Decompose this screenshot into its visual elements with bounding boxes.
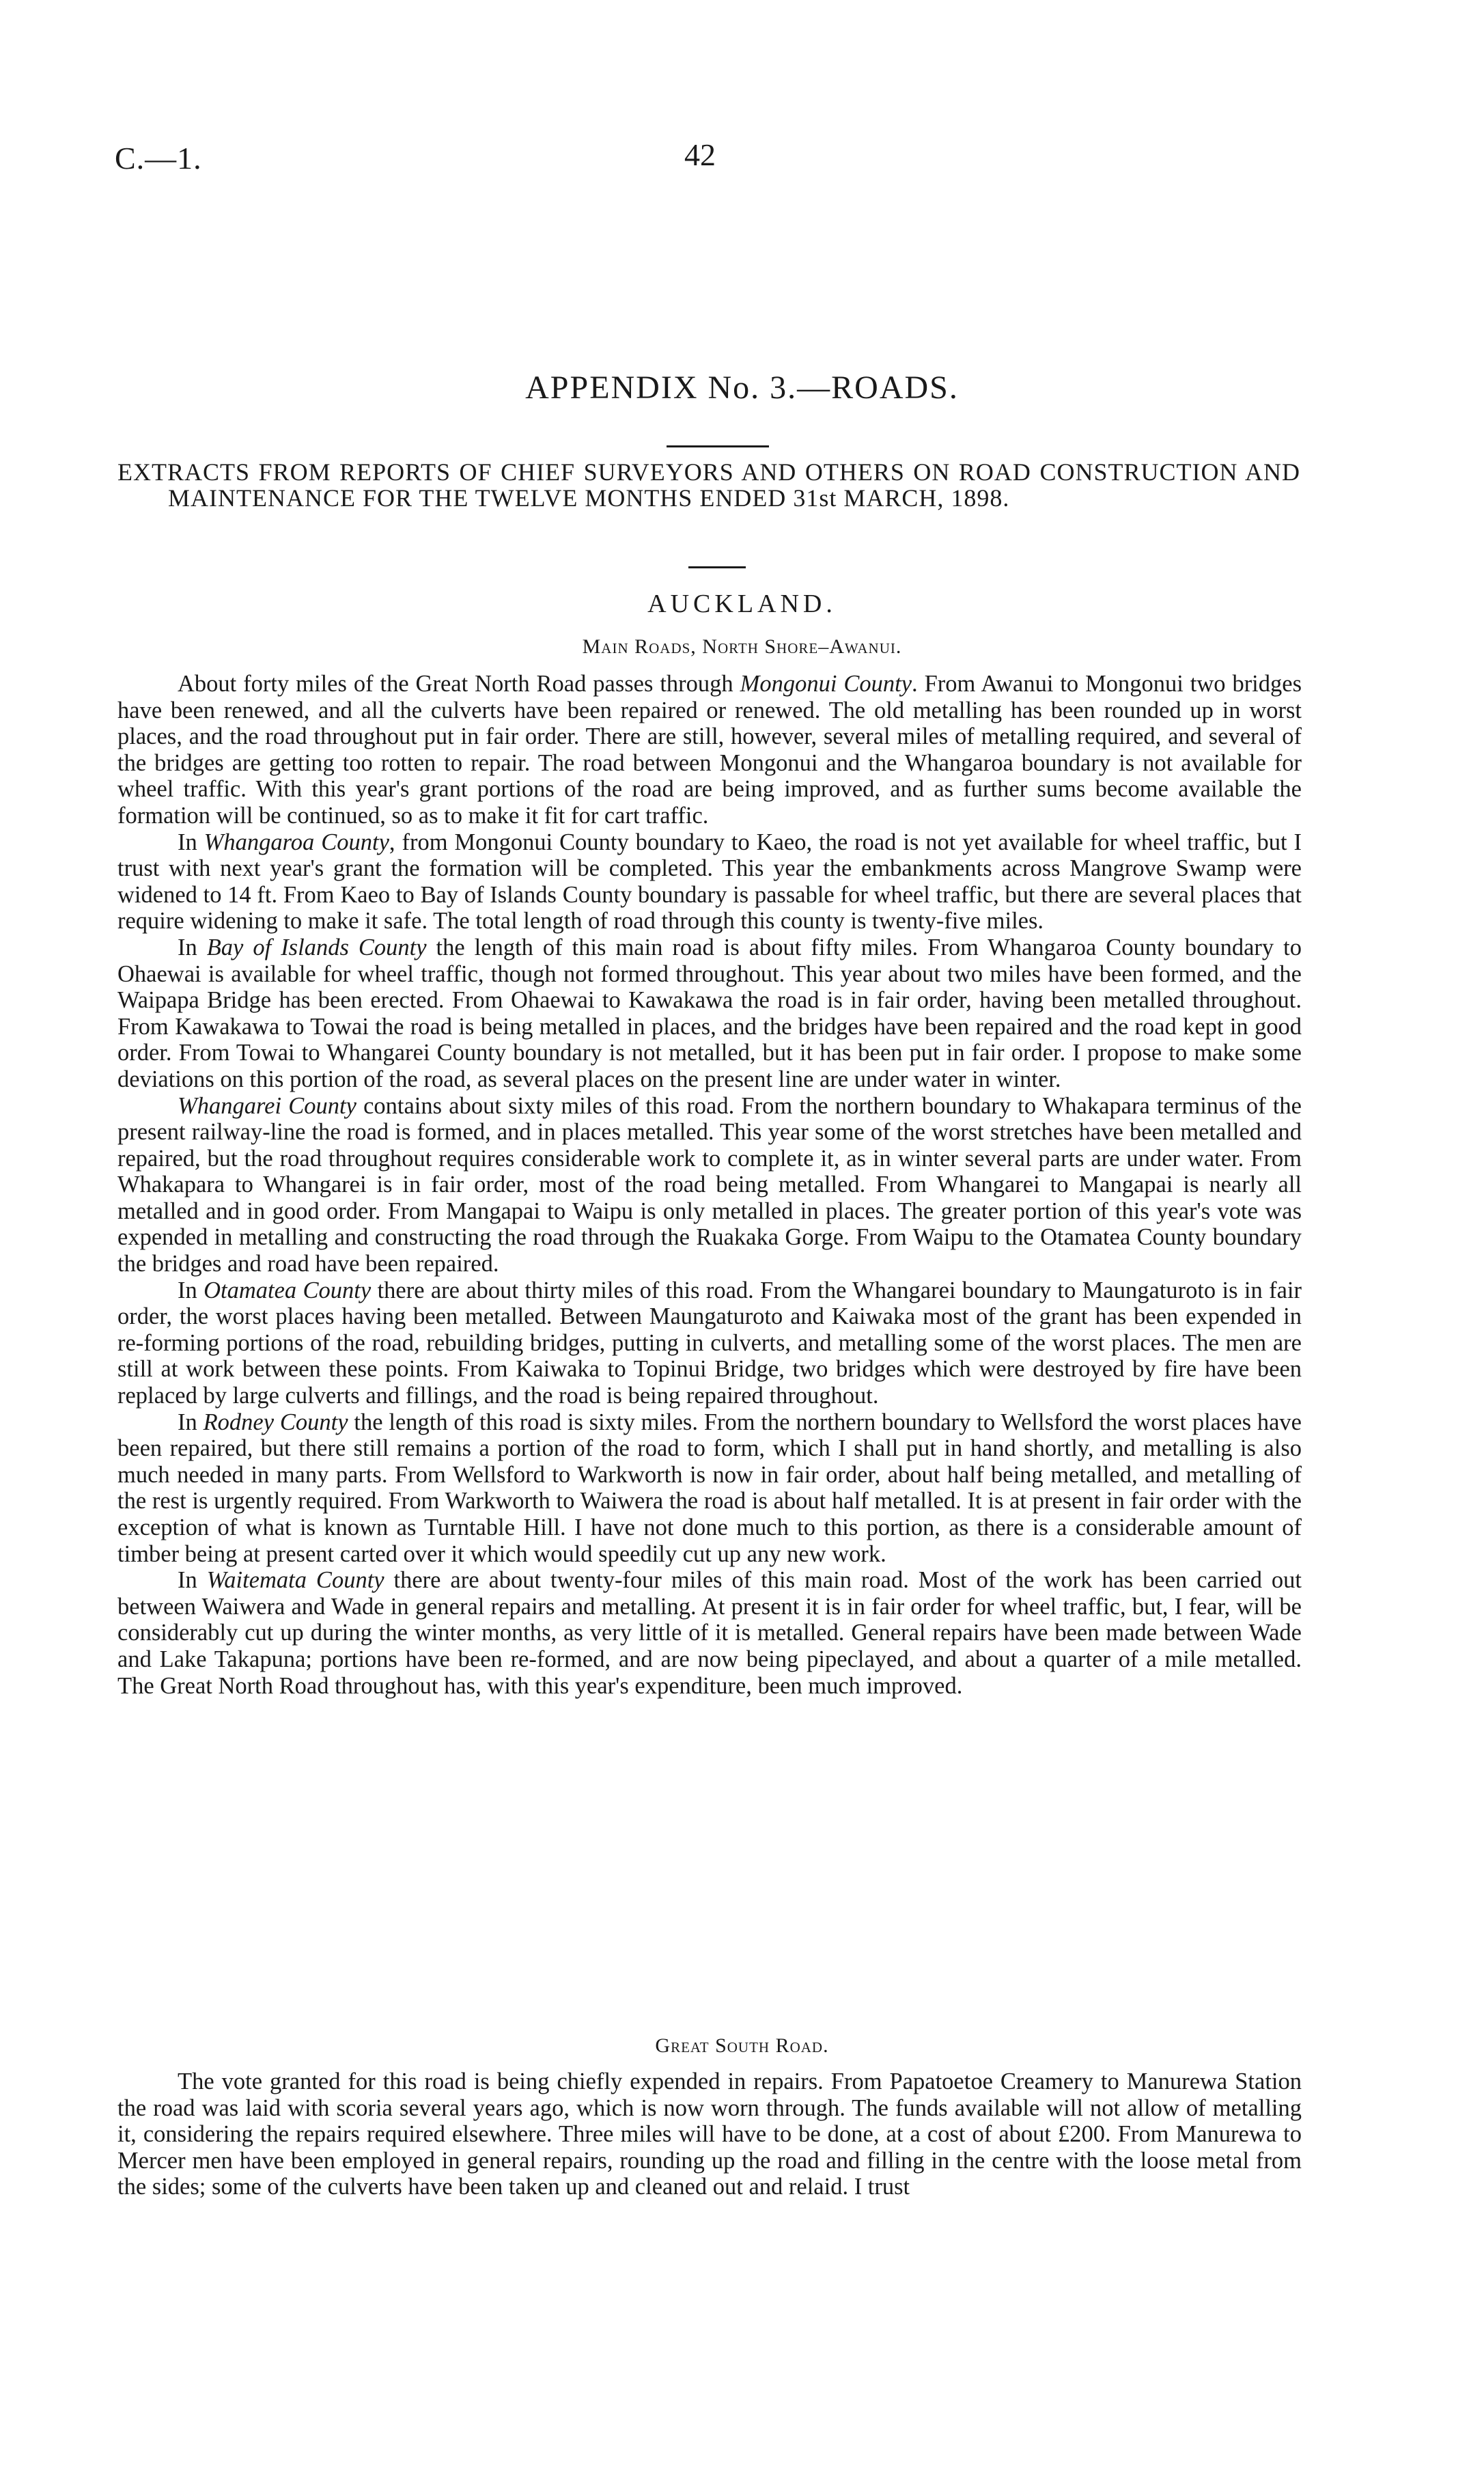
county-name: Otamatea County bbox=[204, 1277, 372, 1303]
section-heading-great-south-road: Great South Road. bbox=[655, 2034, 829, 2057]
paragraph-text: the length of this road is sixty miles. From the northern boundary to Wellsford the worst places have been repaired, but there still remains a portion of the road to form, which I shall put in hand shortly, and metalling is also much needed in many parts. From Wellsford to Warkworth is now in fair order, about half being metalled, and metalling of the rest is urgently required. From Warkworth to Waiwera the road is about half metalled. It is at present in fair order with the exception of what is known as Turntable Hill. I have not done much to this portion, as there is a considerable amount of timber being at present carted over it which would speedily cut up any new work. bbox=[117, 1409, 1302, 1567]
paragraph-mongonui bbox=[117, 671, 1302, 829]
paragraph-text: contains about sixty miles of this road. From the northern boundary to Whakapara terminus of the present railway-line the road is formed, and in places metalled. This year some of the worst stretches have been metalled and repaired, but the road throughout requires considerable work to complete it, as in winter several parts are under water. From Whakapara to Whangarei is in fair order, most of the road being metalled. From Whangarei to Mangapai is nearly all metalled and in good order. From Mangapai to Waipu is only metalled in places. The greater portion of this year's vote was expended in metalling and constructing the road through the Ruakaka Gorge. From Waipu to the Otamatea County boundary the bridges and road have been repaired. bbox=[117, 1092, 1302, 1277]
extracts-title-line-3: 31st MARCH, 1898. bbox=[793, 484, 1010, 512]
paragraph-lead: In bbox=[178, 829, 204, 855]
paragraph-text: the length of this main road is about fifty miles. From Whangaroa County boundary to Ohaewai is available for wheel traffic, though not formed throughout. This year about two miles have been formed, and the Waipapa Bridge has been erected. From Ohaewai to Kawakawa the road is in fair order, having been metalled throughout. From Kawakawa to Towai the road is being metalled in places, and the bridges have been repaired and the road kept in good order. From Towai to Whangarei County boundary is not metalled, but it has been put in fair order. I propose to make some deviations on this portion of the road, as several places on the present line are under water in winter. bbox=[117, 934, 1302, 1092]
county-name: Waitemata County bbox=[206, 1567, 384, 1594]
page-number: 42 bbox=[684, 137, 716, 172]
county-name: Rodney County bbox=[203, 1409, 348, 1435]
paragraph-lead: About forty miles of the Great North Road passes through bbox=[178, 671, 740, 697]
county-name: Whangarei County bbox=[178, 1092, 356, 1119]
extracts-title bbox=[117, 459, 1300, 511]
paragraph-whangarei bbox=[117, 1093, 1302, 1277]
extracts-title-line-1: EXTRACTS FROM REPORTS OF CHIEF SURVEYORS AND OTHERS ON ROAD bbox=[117, 458, 1031, 486]
paragraph-lead: In bbox=[178, 1409, 204, 1435]
paragraph-text: there are about twenty-four miles of this main road. Most of the work has been carried out between Waiwera and Wade in general repairs and metalling. At present it is in fair order for wheel traffic, but, I fear, will be considerably cut up during the winter months, as very little of it is metalled. General repairs have been made between Wade and Lake Takapuna; portions have been re-formed, and are now being pipeclayed, and about a quarter of a mile metalled. The Great North Road throughout has, with this year's expenditure, been much improved. bbox=[117, 1567, 1302, 1699]
extracts-title-text bbox=[117, 459, 1300, 511]
county-name: Bay of Islands County bbox=[206, 934, 427, 960]
extracts-title-line-2: CONSTRUCTION AND MAINTENANCE FOR THE TWELVE MONTHS ENDED bbox=[168, 458, 1300, 512]
paragraph-text: there are about thirty miles of this road. From the Whangarei boundary to Maungaturoto is in fair order, the worst places having been metalled. Between Maungaturoto and Kaiwaka most of the grant has been expended in re-forming portions of the road, rebuilding bridges, putting in culverts, and metalling some of the worst places. The men are still at work between these points. From Kaiwaka to Topinui Bridge, two bridges which were destroyed by fire have been replaced by large culverts and fillings, and the road is being repaired throughout. bbox=[117, 1277, 1302, 1409]
appendix-title: APPENDIX No. 3.—ROADS. bbox=[525, 370, 959, 406]
sheet-identifier: C.—1. bbox=[115, 141, 202, 176]
paragraph-lead: In bbox=[178, 1277, 204, 1303]
great-south-road-body bbox=[117, 2068, 1302, 2200]
section-rule bbox=[688, 566, 746, 568]
paragraph-bay-of-islands bbox=[117, 935, 1302, 1093]
section-heading-main-roads: Main Roads, North Shore–Awanui. bbox=[582, 635, 902, 658]
paragraph-rodney bbox=[117, 1409, 1302, 1568]
county-name: Mongonui County bbox=[740, 671, 912, 697]
region-title: AUCKLAND. bbox=[647, 590, 837, 618]
paragraph-whangaroa bbox=[117, 829, 1302, 935]
county-name: Whangaroa County bbox=[204, 829, 389, 855]
main-roads-body bbox=[117, 671, 1302, 1699]
paragraph-lead: In bbox=[178, 1567, 207, 1594]
title-rule bbox=[667, 445, 769, 447]
paragraph-text: . From Awanui to Mongonui two bridges have been renewed, and all the culverts have been repaired or renewed. The old metalling has been rounded up in worst places, and the road throughout put in fair order. There are still, however, several miles of metalling required, and several of the bridges are getting too rotten to repair. The road between Mongonui and the Whangaroa boundary is not available for wheel traffic. With this year's grant portions of the road are being improved, and as further sums become available the formation will be continued, so as to make it fit for cart traffic. bbox=[117, 671, 1302, 829]
paragraph-lead: In bbox=[178, 934, 207, 960]
paragraph-text: , from Mongonui County boundary to Kaeo, the road is not yet available for wheel traffic, but I trust with next year's grant the formation will be completed. This year the embankments across Mangrove Swamp were widened to 14 ft. From Kaeo to Bay of Islands County boundary is passable for wheel traffic, but there are several places that require widening to make it safe. The total length of road through this county is twenty-five miles. bbox=[117, 829, 1302, 935]
paragraph-otamatea bbox=[117, 1277, 1302, 1409]
paragraph-great-south-road: The vote granted for this road is being chiefly expended in repairs. From Papatoetoe Creamery to Manurewa Station the road was laid with scoria several years ago, which is now worn through. The funds available will not allow of metalling it, considering the repairs required elsewhere. Three miles will have to be done, at a cost of about £200. From Manurewa to Mercer men have been employed in general repairs, rounding up the road and filling in the centre with the loose metal from the sides; some of the culverts have been taken up and cleaned out and relaid. I trust bbox=[117, 2068, 1302, 2200]
paragraph-waitemata bbox=[117, 1567, 1302, 1699]
